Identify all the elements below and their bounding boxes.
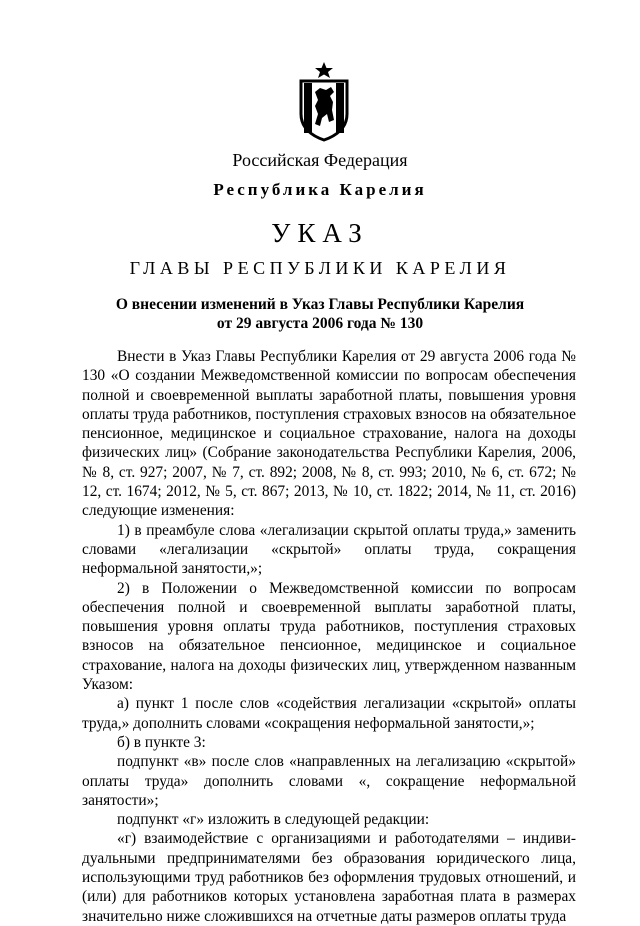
country-name: Российская Федерация xyxy=(232,150,408,170)
document-body xyxy=(82,347,576,926)
document-type: УКАЗ xyxy=(271,218,369,248)
paragraph: подпункт «в» после слов «направленных на легализацию «скрытой» оплаты труда» дополнить словами «, сокращение неформальной занятости»; xyxy=(82,753,576,809)
paragraph: а) пункт 1 после слов «содействия легализации «скрытой» оплаты труда,» дополнить словами «сокращения неформальной занятости,»; xyxy=(82,695,576,732)
paragraph: б) в пункте 3: xyxy=(117,733,206,751)
paragraph: 1) в преамбуле слова «легализации скрытой оплаты труда,» заменить словами «легализации «скрытой» оплаты труда, сокращения неформальной занятости,»; xyxy=(82,521,576,578)
republic-name: Республика Карелия xyxy=(213,180,427,199)
karelia-coat-of-arms-icon xyxy=(298,62,350,142)
paragraph: «г) взаимодействие с организациями и работодателями – индивидуальными предпринимателями без образования юридического лица, использующими труд работников без оформления трудовых отношений, и (или) для работников которых установлена заработная плата в размерах значительно ниже сложившихся на отчетные даты размеров оплаты труда xyxy=(82,830,576,925)
document-title xyxy=(0,295,640,333)
paragraph: 2) в Положении о Межведомственной комиссии по вопросам обеспечения полной и своевременной выплаты заработной платы, повышения уровня оплаты труда работников, поступления страховых взносов на обязательное пенсионное, медицинское и социальное страхование, налога на доходы физических лиц, утвержденном названным Указом: xyxy=(82,579,576,694)
paragraph: Внести в Указ Главы Республики Карелия от 29 августа 2006 года № 130 «О создании Межведомственной комиссии по вопросам обеспечения полной и своевременной выплаты заработной платы, повышения уровня оплаты труда работников, поступления страховых взносов на обязательное пенсионное, медицинское и социальное страхование, налога на доходы физических лиц» (Собрание законодательства Республики Карелия, 2006, № 8, ст. 927; 2007, № 7, ст. 892; 2008, № 8, ст. 993; 2010, № 6, ст. 672; № 12, ст. 1674; 2012, № 5, ст. 867; 2013, № 10, ст. 1822; 2014, № 11, ст. 2016) следующие изменения: xyxy=(82,348,576,520)
issuer-title: ГЛАВЫ РЕСПУБЛИКИ КАРЕЛИЯ xyxy=(129,258,511,278)
paragraph: подпункт «г» изложить в следующей редакции: xyxy=(117,811,430,829)
title-line: от 29 августа 2006 года № 130 xyxy=(216,315,424,332)
title-line: О внесении изменений в Указ Главы Республики Карелия xyxy=(115,296,525,313)
